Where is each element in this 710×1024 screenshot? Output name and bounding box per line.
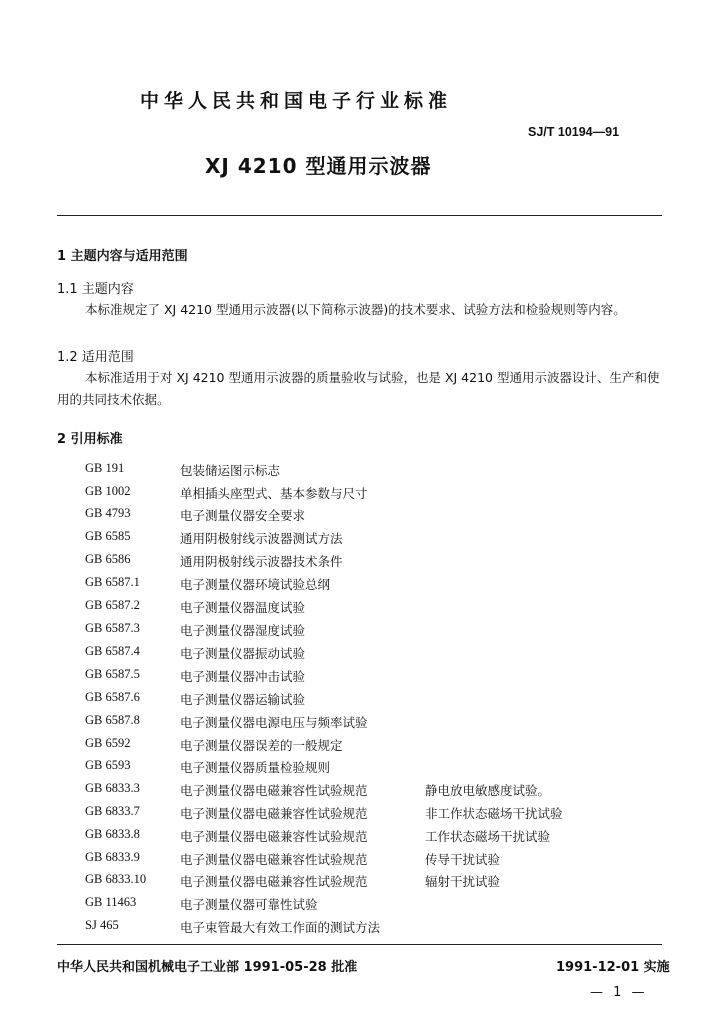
reference-name: 电子测量仪器可靠性试验 bbox=[180, 897, 318, 912]
footer-effective-date: 1991-12-01 实施 bbox=[556, 960, 670, 975]
reference-name: 电子测量仪器环境试验总纲 bbox=[180, 577, 331, 592]
reference-note: 静电放电敏感度试验。 bbox=[425, 783, 551, 798]
reference-name: 电子束管最大有效工作面的测试方法 bbox=[180, 920, 381, 935]
reference-name: 电子测量仪器质量检验规则 bbox=[180, 760, 331, 775]
section-1-2-text: 本标准适用于对 XJ 4210 型通用示波器的质量验收与试验，也是 XJ 4210 型通用示波器设计、生产和使用的共同技术依据。 bbox=[57, 370, 660, 407]
reference-name: 通用阴极射线示波器技术条件 bbox=[180, 554, 343, 569]
reference-name: 电子测量仪器温度试验 bbox=[180, 600, 306, 615]
section-2-heading: 2 引用标准 bbox=[57, 432, 123, 447]
section-1-heading: 1 主题内容与适用范围 bbox=[57, 249, 188, 264]
reference-code: GB 1002 bbox=[85, 484, 131, 498]
section-1-1-heading: 1.1 主题内容 bbox=[57, 282, 134, 297]
bottom-divider bbox=[57, 944, 662, 945]
reference-code: GB 6833.8 bbox=[85, 827, 140, 841]
reference-note: 传导干扰试验 bbox=[425, 852, 501, 867]
reference-name: 电子测量仪器电磁兼容性试验规范 bbox=[180, 874, 368, 889]
reference-code: GB 6833.9 bbox=[85, 850, 140, 864]
reference-code: GB 6585 bbox=[85, 529, 131, 543]
reference-code: GB 6593 bbox=[85, 758, 131, 772]
top-divider bbox=[57, 215, 662, 216]
reference-name: 电子测量仪器湿度试验 bbox=[180, 623, 306, 638]
reference-code: GB 6587.2 bbox=[85, 598, 140, 612]
standard-code: SJ/T 10194—91 bbox=[528, 125, 620, 139]
reference-note: 辐射干扰试验 bbox=[425, 874, 501, 889]
page-number: — 1 — bbox=[590, 985, 648, 1000]
reference-code: GB 6587.5 bbox=[85, 667, 140, 681]
reference-code: GB 6592 bbox=[85, 736, 131, 750]
document-title: XJ 4210 型通用示波器 bbox=[205, 154, 432, 178]
reference-code: GB 4793 bbox=[85, 506, 131, 520]
reference-code: GB 6587.4 bbox=[85, 644, 140, 658]
reference-name: 电子测量仪器振动试验 bbox=[180, 646, 306, 661]
reference-name: 电子测量仪器误差的一般规定 bbox=[180, 738, 343, 753]
reference-name: 电子测量仪器电磁兼容性试验规范 bbox=[180, 806, 368, 821]
reference-name: 通用阴极射线示波器测试方法 bbox=[180, 531, 343, 546]
reference-name: 单相插头座型式、基本参数与尺寸 bbox=[180, 486, 368, 501]
reference-name: 电子测量仪器电源电压与频率试验 bbox=[180, 715, 368, 730]
reference-name: 电子测量仪器电磁兼容性试验规范 bbox=[180, 852, 368, 867]
reference-name: 电子测量仪器冲击试验 bbox=[180, 669, 306, 684]
reference-note: 工作状态磁场干扰试验 bbox=[425, 829, 551, 844]
reference-code: GB 6833.3 bbox=[85, 781, 140, 795]
section-1-2-heading: 1.2 适用范围 bbox=[57, 350, 134, 365]
reference-code: SJ 465 bbox=[85, 918, 119, 932]
reference-code: GB 11463 bbox=[85, 895, 137, 909]
reference-code: GB 6587.1 bbox=[85, 575, 140, 589]
reference-code: GB 6586 bbox=[85, 552, 131, 566]
reference-code: GB 6587.3 bbox=[85, 621, 140, 635]
reference-code: GB 191 bbox=[85, 461, 125, 475]
reference-name: 电子测量仪器电磁兼容性试验规范 bbox=[180, 829, 368, 844]
reference-name: 电子测量仪器运输试验 bbox=[180, 692, 306, 707]
reference-note: 非工作状态磁场干扰试验 bbox=[425, 806, 563, 821]
reference-code: GB 6833.10 bbox=[85, 872, 147, 886]
footer-issuer: 中华人民共和国机械电子工业部 1991-05-28 批准 bbox=[57, 960, 358, 975]
header-title: 中华人民共和国电子行业标准 bbox=[140, 90, 453, 112]
reference-code: GB 6833.7 bbox=[85, 804, 140, 818]
reference-name: 包装储运图示标志 bbox=[180, 463, 281, 478]
reference-code: GB 6587.8 bbox=[85, 713, 140, 727]
reference-name: 电子测量仪器电磁兼容性试验规范 bbox=[180, 783, 368, 798]
reference-code: GB 6587.6 bbox=[85, 690, 140, 704]
section-1-1-text: 本标准规定了 XJ 4210 型通用示波器(以下简称示波器)的技术要求、试验方法和检验规则等内容。 bbox=[85, 302, 626, 317]
reference-name: 电子测量仪器安全要求 bbox=[180, 508, 306, 523]
